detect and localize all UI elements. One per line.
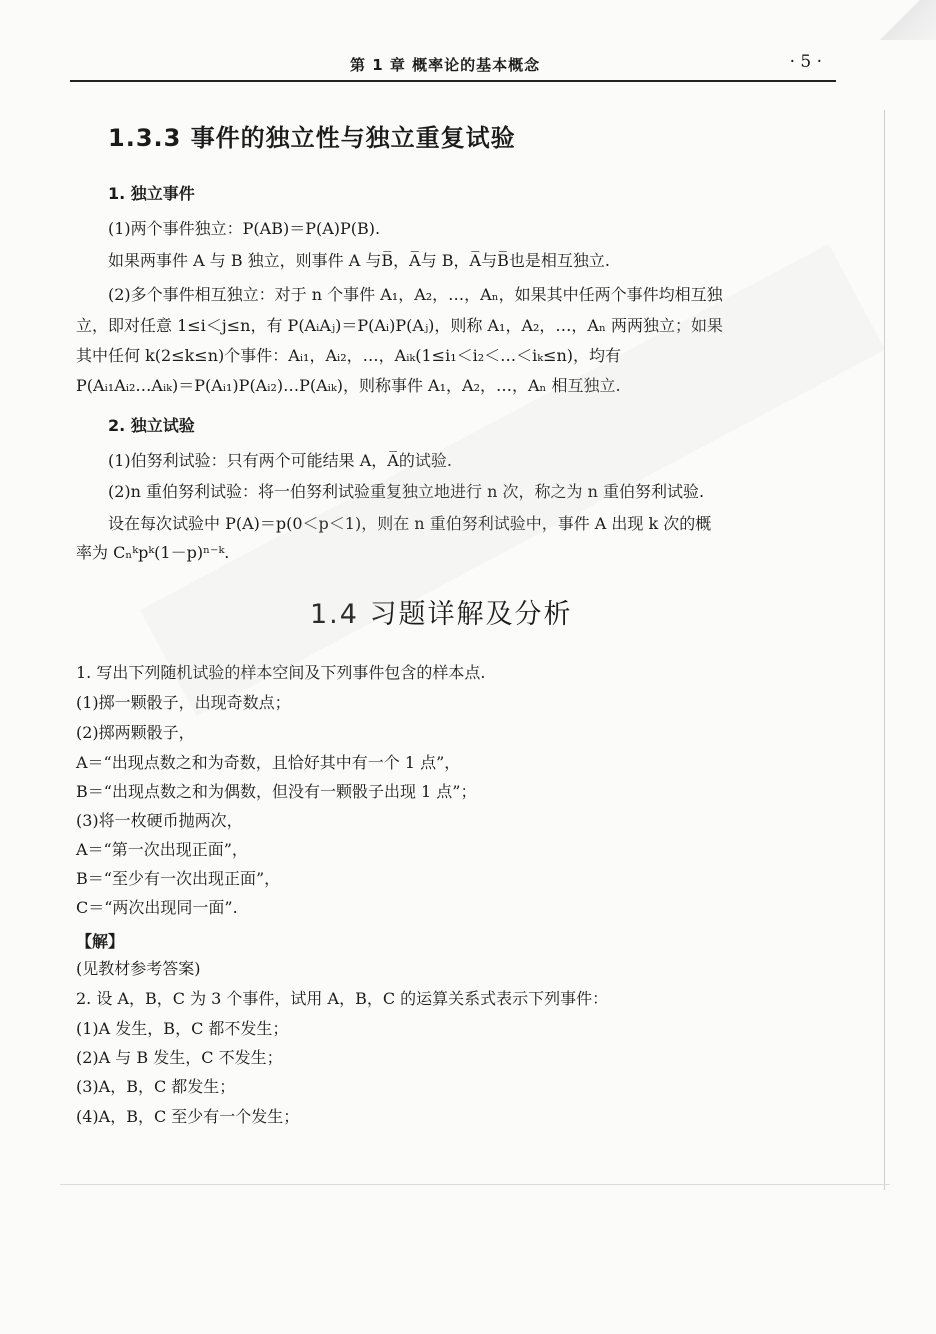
text-line: 率为 Cₙᵏpᵏ(1－p)ⁿ⁻ᵏ. <box>76 543 230 562</box>
text-line: (4)A，B，C 至少有一个发生； <box>76 1107 300 1126</box>
text-line: (见教材参考答案) <box>76 959 201 978</box>
text-line: C＝“两次出现同一面”. <box>76 898 238 917</box>
subsection-independent-events: 1. 独立事件 <box>108 184 195 203</box>
running-header <box>70 52 836 82</box>
page-corner-shadow <box>866 0 936 40</box>
text-line: (3)将一枚硬币抛两次， <box>76 811 243 830</box>
page-edge-right <box>884 110 885 1190</box>
chapter-header-title: 第 1 章 概率论的基本概念 <box>350 56 541 74</box>
text-line: (2)多个事件相互独立：对于 n 个事件 A₁，A₂，…，Aₙ，如果其中任两个事件均相互独 <box>108 285 723 304</box>
section-title-1-3-3: 1.3.3 事件的独立性与独立重复试验 <box>108 124 516 152</box>
section-title-1-4: 1.4 习题详解及分析 <box>310 599 573 630</box>
page-edge-bottom <box>60 1184 890 1185</box>
text-line: (1)A 发生，B，C 都不发生； <box>76 1019 289 1038</box>
text-line: (1)两个事件独立：P(AB)＝P(A)P(B). <box>108 219 381 238</box>
text-line: 2. 设 A，B，C 为 3 个事件，试用 A，B，C 的运算关系式表示下列事件： <box>76 989 609 1008</box>
text-line: A＝“出现点数之和为奇数，且恰好其中有一个 1 点”， <box>76 753 461 772</box>
text-line: (1)掷一颗骰子，出现奇数点； <box>76 693 291 712</box>
text-line: B＝“出现点数之和为偶数，但没有一颗骰子出现 1 点”； <box>76 782 477 801</box>
text-line: 设在每次试验中 P(A)＝p(0＜p＜1)，则在 n 重伯努利试验中，事件 A 出现 k 次的概 <box>108 514 712 533</box>
text-line: A＝“第一次出现正面”， <box>76 840 248 859</box>
subsection-independent-trials: 2. 独立试验 <box>108 416 195 435</box>
text-line: 其中任何 k(2≤k≤n)个事件：Aᵢ₁，Aᵢ₂，…，Aᵢₖ(1≤i₁＜i₂＜…＜iₖ≤n)，均有 <box>76 346 622 365</box>
text-line: (2)n 重伯努利试验：将一伯努利试验重复独立地进行 n 次，称之为 n 重伯努利试验. <box>108 482 705 501</box>
text-line: 立，即对任意 1≤i＜j≤n，有 P(AᵢAⱼ)＝P(Aᵢ)P(Aⱼ)，则称 A₁，A₂，…，Aₙ 两两独立；如果 <box>76 316 723 335</box>
text-line: (2)掷两颗骰子， <box>76 723 195 742</box>
text-line: B＝“至少有一次出现正面”， <box>76 869 281 888</box>
text-line: (1)伯努利试验：只有两个可能结果 A，A̅的试验. <box>108 451 452 470</box>
text-line: (3)A，B，C 都发生； <box>76 1077 236 1096</box>
solution-label: 【解】 <box>76 932 125 951</box>
text-line: (2)A 与 B 发生，C 不发生； <box>76 1048 283 1067</box>
text-line: 如果两事件 A 与 B 独立，则事件 A 与B̅，A̅与 B，A̅与B̅也是相互独立. <box>108 251 610 270</box>
text-line: 1. 写出下列随机试验的样本空间及下列事件包含的样本点. <box>76 663 486 682</box>
text-line: P(Aᵢ₁Aᵢ₂…Aᵢₖ)＝P(Aᵢ₁)P(Aᵢ₂)…P(Aᵢₖ)，则称事件 A₁，A₂，…，Aₙ 相互独立. <box>76 376 621 395</box>
page-number: · 5 · <box>789 52 822 72</box>
